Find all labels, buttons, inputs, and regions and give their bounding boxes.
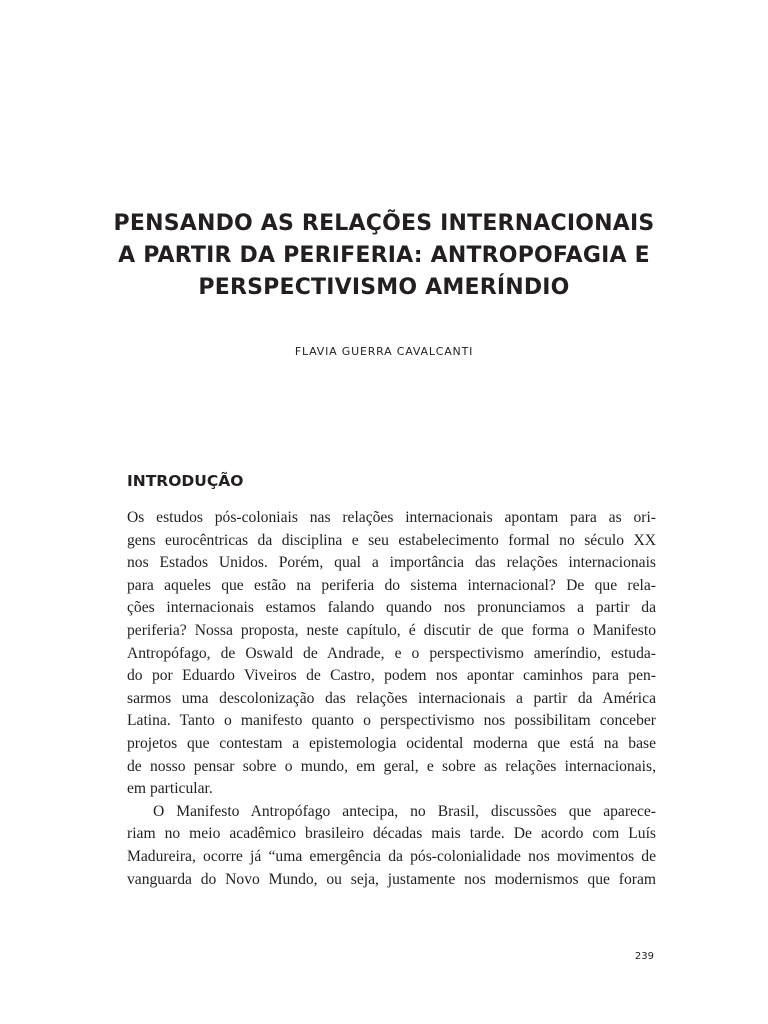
- section-heading: INTRODUÇÃO: [127, 472, 244, 490]
- text-line: do por Eduardo Viveiros de Castro, podem nos apontar caminhos para pen-: [127, 667, 656, 685]
- chapter-title-line: PERSPECTIVISMO AMERÍNDIO: [198, 275, 570, 300]
- text-line: projetos que contestam a epistemologia ocidental moderna que está na base: [127, 734, 656, 752]
- chapter-title: [0, 208, 768, 304]
- text-line: para aqueles que estão na periferia do sistema internacional? De que rela-: [127, 576, 656, 594]
- text-line: sarmos uma descolonização das relações internacionais a partir da América: [127, 689, 656, 707]
- text-line: periferia? Nossa proposta, neste capítulo, é discutir de que forma o Manifesto: [127, 621, 656, 639]
- text-line: ções internacionais estamos falando quando nos pronunciamos a partir da: [127, 599, 656, 617]
- text-line: riam no meio acadêmico brasileiro décadas mais tarde. De acordo com Luís: [127, 825, 656, 843]
- chapter-title-line: PENSANDO AS RELAÇÕES INTERNACIONAIS: [113, 211, 655, 236]
- text-line: Antropófago, de Oswald de Andrade, e o perspectivismo ameríndio, estuda-: [127, 644, 656, 662]
- text-line: Latina. Tanto o manifesto quanto o perspectivismo nos possibilitam conceber: [127, 712, 656, 730]
- text-line: nos Estados Unidos. Porém, qual a importância das relações internacionais: [127, 554, 656, 572]
- body-text: [127, 507, 656, 891]
- author-name: FLAVIA GUERRA CAVALCANTI: [294, 345, 474, 358]
- text-line: O Manifesto Antropófago antecipa, no Brasil, discussões que aparece-: [153, 802, 656, 820]
- page-number: 239: [634, 951, 654, 962]
- text-line: vanguarda do Novo Mundo, ou seja, justamente nos modernismos que foram: [127, 870, 656, 888]
- text-line: Os estudos pós-coloniais nas relações internacionais apontam para as ori-: [127, 509, 656, 526]
- text-line: de nosso pensar sobre o mundo, em geral, e sobre as relações internacionais,: [127, 757, 656, 775]
- text-line: Madureira, ocorre já “uma emergência da pós-colonialidade nos movimentos de: [127, 847, 656, 865]
- chapter-title-line: A PARTIR DA PERIFERIA: ANTROPOFAGIA E: [118, 243, 650, 268]
- text-line: em particular.: [127, 780, 213, 798]
- text-line: gens eurocêntricas da disciplina e seu estabelecimento formal no século XX: [127, 531, 656, 549]
- paragraph: [127, 507, 656, 801]
- paragraph: [127, 801, 656, 891]
